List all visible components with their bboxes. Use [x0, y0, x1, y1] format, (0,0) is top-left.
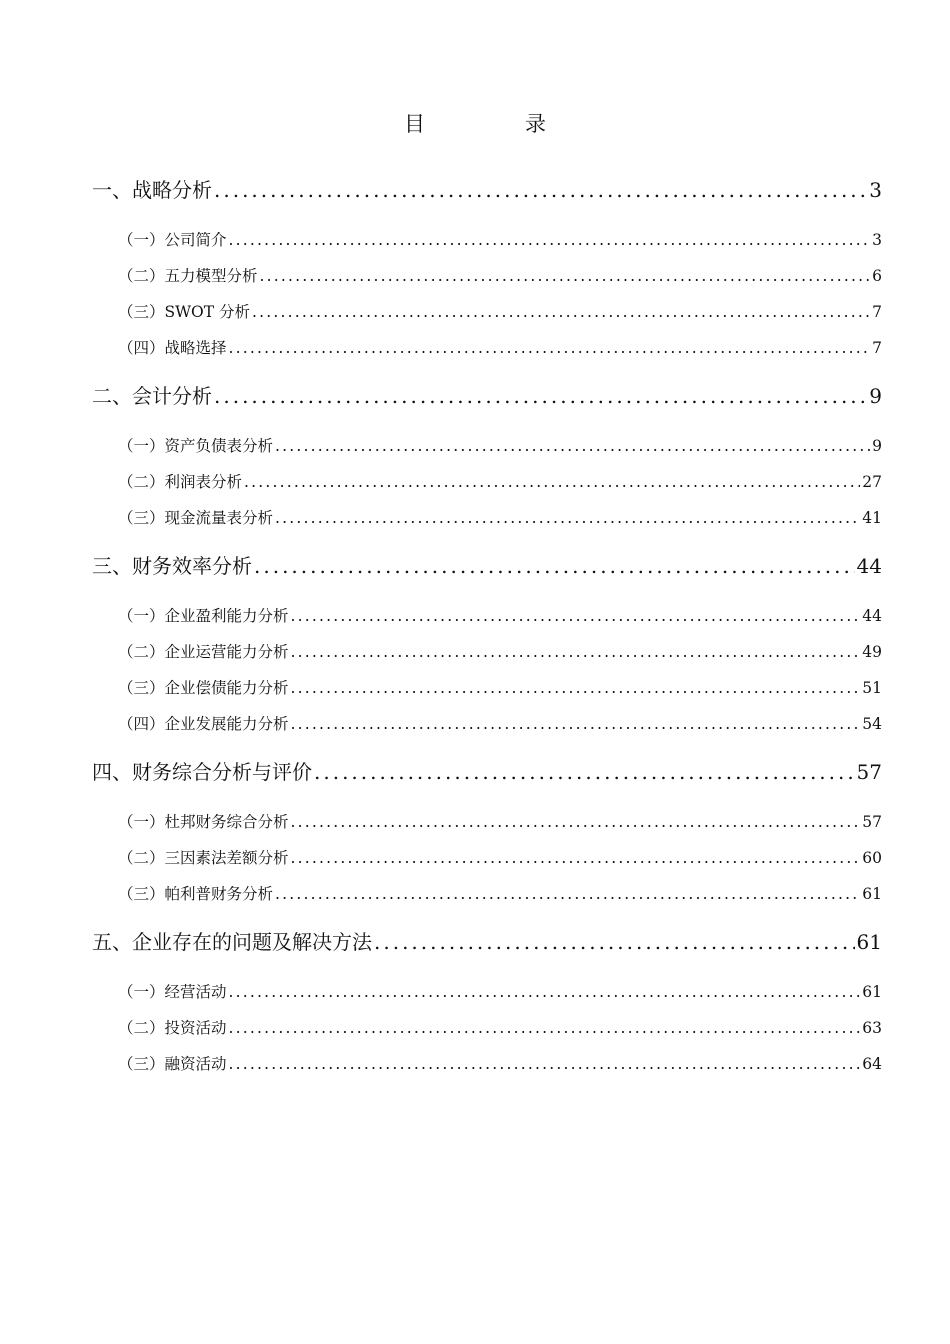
toc-entry-label: 三、财务效率分析 — [92, 554, 252, 578]
page-title-char-2: 录 — [525, 112, 546, 136]
toc-section-entry[interactable] — [118, 810, 882, 832]
toc-entry-label: （三）企业偿债能力分析 — [118, 679, 289, 697]
toc-dot-leader — [291, 607, 861, 625]
toc-dot-leader — [275, 509, 860, 527]
toc-dot-leader — [275, 885, 860, 903]
toc-section-entry[interactable] — [118, 1016, 882, 1038]
toc-dot-leader — [260, 267, 871, 285]
toc-page-number: 3 — [872, 231, 882, 249]
toc-section-entry[interactable] — [118, 604, 882, 626]
toc-dot-leader — [229, 231, 871, 249]
toc-section-entry[interactable] — [118, 264, 882, 286]
toc-entry-label: 四、财务综合分析与评价 — [92, 760, 312, 784]
toc-chapter-entry[interactable] — [92, 756, 882, 785]
toc-dot-leader — [214, 178, 867, 202]
toc-section-entry[interactable] — [118, 882, 882, 904]
toc-section-entry[interactable] — [118, 640, 882, 662]
toc-dot-leader — [214, 384, 867, 408]
toc-section-entry[interactable] — [118, 228, 882, 250]
toc-dot-leader — [229, 1019, 861, 1037]
toc-chapter-entry[interactable] — [92, 926, 882, 955]
toc-dot-leader — [229, 1055, 861, 1073]
toc-page-number: 44 — [862, 607, 882, 625]
toc-page-number: 6 — [872, 267, 882, 285]
toc-page-number: 60 — [862, 849, 882, 867]
toc-section-entry[interactable] — [118, 676, 882, 698]
toc-page-number: 61 — [862, 885, 882, 903]
toc-entry-label: 一、战略分析 — [92, 178, 212, 202]
toc-entry-label: （一）企业盈利能力分析 — [118, 607, 289, 625]
toc-section-entry[interactable] — [118, 300, 882, 322]
toc-page-number: 57 — [862, 813, 882, 831]
toc-dot-leader — [291, 813, 861, 831]
page-title-char-1: 目 — [404, 112, 425, 136]
toc-entry-label: （三）帕利普财务分析 — [118, 885, 274, 903]
toc-page-number: 57 — [856, 760, 882, 784]
toc-dot-leader — [374, 930, 855, 954]
toc-chapter-entry[interactable] — [92, 550, 882, 579]
toc-page-number: 27 — [862, 473, 882, 491]
toc-dot-leader — [254, 554, 855, 578]
toc-section-entry[interactable] — [118, 846, 882, 868]
toc-page-number: 61 — [862, 983, 882, 1001]
toc-section-entry[interactable] — [118, 434, 882, 456]
toc-page-number: 41 — [862, 509, 882, 527]
toc-entry-label: （二）三因素法差额分析 — [118, 849, 289, 867]
toc-chapter-entry[interactable] — [92, 380, 882, 409]
toc-entry-label: （一）资产负债表分析 — [118, 437, 274, 455]
page-title — [0, 108, 950, 138]
toc-dot-leader — [275, 437, 870, 455]
toc-page-number: 64 — [862, 1055, 882, 1073]
toc-page-number: 51 — [862, 679, 882, 697]
toc-page-number: 54 — [862, 715, 882, 733]
toc-section-entry[interactable] — [118, 1052, 882, 1074]
toc-page-number: 9 — [872, 437, 882, 455]
toc-dot-leader — [291, 679, 861, 697]
toc-entry-label: （一）公司简介 — [118, 231, 227, 249]
toc-section-entry[interactable] — [118, 506, 882, 528]
toc-page-number: 9 — [869, 384, 882, 408]
toc-dot-leader — [314, 760, 855, 784]
toc-page-number: 63 — [862, 1019, 882, 1037]
toc-entry-label: （四）战略选择 — [118, 339, 227, 357]
toc-dot-leader — [229, 339, 871, 357]
toc-entry-label: （四）企业发展能力分析 — [118, 715, 289, 733]
toc-page-number: 7 — [872, 339, 882, 357]
toc-entry-label: 二、会计分析 — [92, 384, 212, 408]
toc-page-number: 44 — [856, 554, 882, 578]
toc-dot-leader — [291, 643, 861, 661]
toc-page-number: 49 — [862, 643, 882, 661]
toc-section-entry[interactable] — [118, 336, 882, 358]
toc-page-number: 3 — [869, 178, 882, 202]
toc-dot-leader — [291, 849, 861, 867]
toc-section-entry[interactable] — [118, 712, 882, 734]
toc-entry-label: 五、企业存在的问题及解决方法 — [92, 930, 372, 954]
toc-entry-label: （三）融资活动 — [118, 1055, 227, 1073]
toc-dot-leader — [244, 473, 860, 491]
toc-dot-leader — [291, 715, 861, 733]
toc-page-number: 7 — [872, 303, 882, 321]
toc-dot-leader — [252, 303, 870, 321]
toc-section-entry[interactable] — [118, 470, 882, 492]
toc-chapter-entry[interactable] — [92, 174, 882, 203]
toc-section-entry[interactable] — [118, 980, 882, 1002]
toc-entry-label: （二）五力模型分析 — [118, 267, 258, 285]
toc-entry-label: （二）利润表分析 — [118, 473, 243, 491]
toc-entry-label: （二）投资活动 — [118, 1019, 227, 1037]
toc-entry-label: （三）现金流量表分析 — [118, 509, 274, 527]
toc-page-number: 61 — [856, 930, 882, 954]
toc-entry-label: （三）SWOT 分析 — [118, 303, 251, 321]
toc-entry-label: （二）企业运营能力分析 — [118, 643, 289, 661]
toc-dot-leader — [229, 983, 861, 1001]
toc-entry-label: （一）杜邦财务综合分析 — [118, 813, 289, 831]
toc-entry-label: （一）经营活动 — [118, 983, 227, 1001]
